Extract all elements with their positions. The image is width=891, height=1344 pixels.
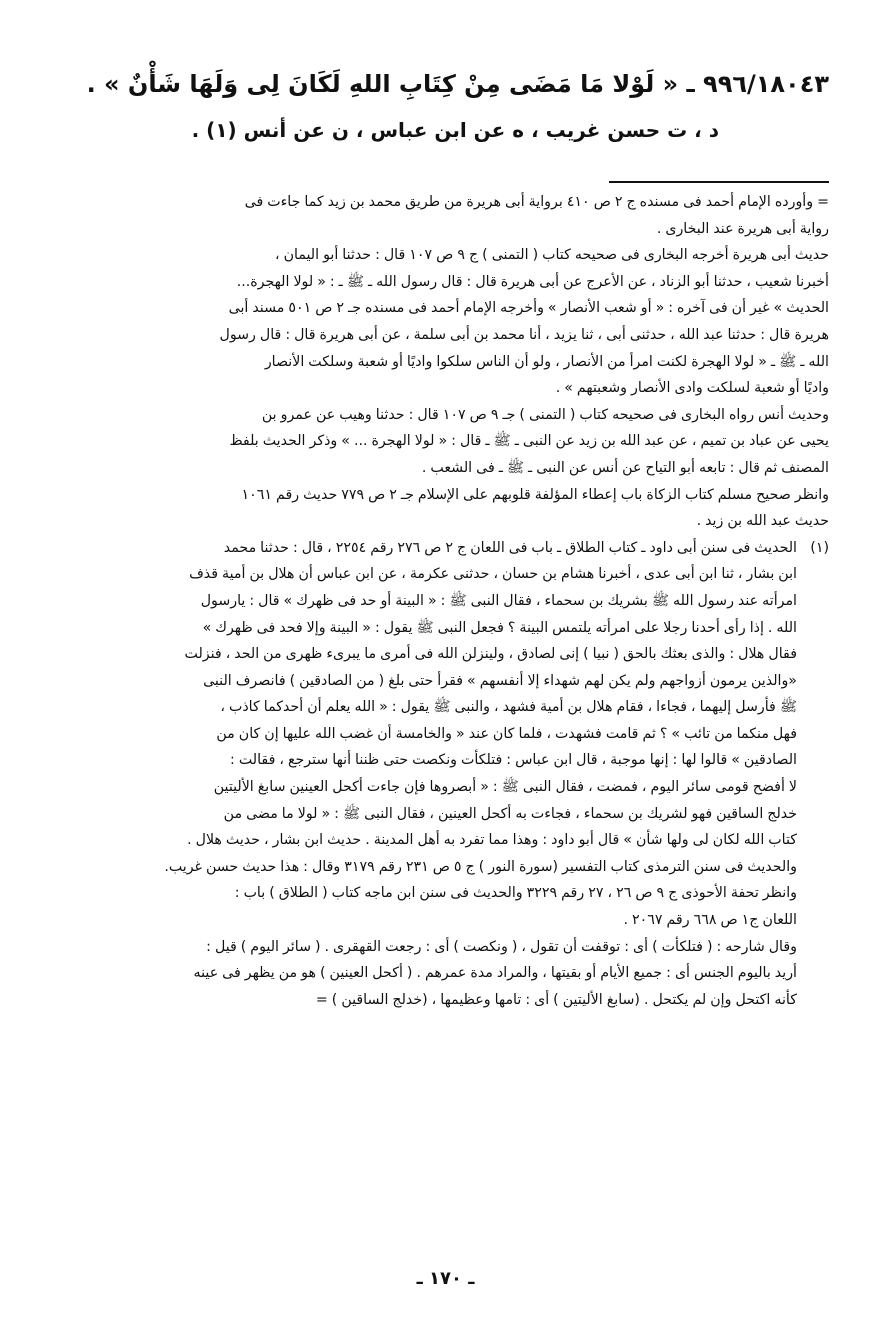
note-line: فهل منكما من تائب » ؟ ثم قامت فشهدت ، فلما كان عند « والخامسة أن غضب الله عليها إن كان من [216,725,797,742]
note-line: كأنه اكتحل وإن لم يكتحل . (سابغ الأليتين ) أى : تامها وعظيمها ، (خدلج الساقين ) = [315,991,797,1008]
hadith-text: ٩٩٦/١٨٠٤٣ ـ « لَوْلا مَا مَضَى مِنْ كِتَابِ اللهِ لَكَانَ لِى وَلَهَا شَأْنٌ » . [86,70,829,98]
note-line: خدلج الساقين فهو لشريك بن سحماء ، فجاءت به أكحل العينين ، فقال النبى ﷺ : « لولا ما مضى من [223,805,797,822]
note-line: واديًا أو شعبة لسلكت وادى الأنصار وشعبتهم » . [555,380,829,397]
note-line: أريد باليوم الجنس أى : جميع الأيام أو بقيتها ، والمراد مدة عمرهم . ( أكحل العينين ) هو من يظهر فى عينه [193,965,797,982]
note-line: اللعان ج١ ص ٦٦٨ رقم ٢٠٦٧ . [623,912,797,929]
note-line: امرأته عند رسول الله ﷺ بشريك بن سحماء ، فقال النبى ﷺ : « البينة أو حد فى ظهرك » قال : يارسول [200,592,797,609]
note-line: فقال هلال : والذى بعثك بالحق ( نبيا ) إنى لصادق ، ولينزلن الله فى أمرى ما يبرىء ظهرى من الحد ، فنزلت [184,646,797,663]
note-line: = وأورده الإمام أحمد فى مسنده ج ٢ ص ٤١٠ برواية أبى هريرة من طريق محمد بن زيد كما جاءت فى [244,194,829,210]
note-line: وقال شارحه : ( فتلكأت ) أى : توقفت أن تقول ، ( ونكصت ) أى : رجعت القهقرى . ( سائر اليوم ) قيل : [206,938,797,955]
footnote-1 [29,535,829,854]
note-line: الله . إذا رأى أحدنا رجلا على امرأته يلتمس البينة ؟ فجعل النبى ﷺ يقول : « البينة وإلا فحد فى ظهرك » [202,619,797,636]
note-line: ابن بشار ، ثنا ابن أبى عدى ، أخبرنا هشام بن حسان ، حدثنى عكرمة ، عن ابن عباس أن هلال بن أمية قذف [189,566,797,583]
footnote-marker: (١) [810,539,829,556]
main-text [49,60,829,152]
note-line: «والذين يرمون أزواجهم ولم يكن لهم شهداء إلا أنفسهم » فقرأ حتى بلغ ( من الصادقين ) فانصرف النبى [203,672,797,689]
note-line: والحديث فى سنن الترمذى كتاب التفسير (سورة النور ) ج ٥ ص ٢٣١ رقم ٣١٧٩ وقال : هذا حديث حسن غريب. [164,858,797,875]
footnotes [29,189,829,1013]
note-line: الحديث فى سنن أبى داود ـ كتاب الطلاق ـ باب فى اللعان ج ٢ ص ٢٧٦ رقم ٢٢٥٤ ، قال : حدثنا محمد [223,539,797,556]
note-line: المصنف ثم قال : تابعه أبو التياح عن أنس عن النبى ـ ﷺ ـ فى الشعب . [421,459,829,476]
note-line: يحيى عن عباد بن تميم ، عن عبد الله بن زيد عن النبى ـ ﷺ ـ قال : « لولا الهجرة ... » وذكر الحديث بلفظ [229,433,829,450]
note-line: أخبرنا شعيب ، حدثنا أبو الزناد ، عن الأعرج عن أبى هريرة قال : قال رسول الله ـ ﷺ ـ : « لولا الهجرة... [236,273,829,290]
note-line: وانظر تحفة الأحوذى ج ٩ ص ٢٦ ، ٢٧ رقم ٣٢٢٩ والحديث فى سنن ابن ماجه كتاب ( الطلاق ) باب : [234,885,797,902]
note-line: الصادقين » قالوا لها : إنها موجبة ، قال ابن عباس : فتلكأت ونكصت حتى ظننا أنها سترجع ، فقالت : [230,752,797,769]
note-line: وانظر صحيح مسلم كتاب الزكاة باب إعطاء المؤلفة قلوبهم على الإسلام جـ ٢ ص ٧٧٩ حديث رقم ١٠٦١ [241,486,829,503]
note-line: الحديث » غير أن فى آخره : « أو شعب الأنصار » وأخرجه الإمام أحمد فى مسنده جـ ٢ ص ٥٠١ مسند أبى [228,300,829,317]
note-line: كتاب الله لكان لى ولها شأن » قال أبو داود : وهذا مما تفرد به أهل المدينة . حديث ابن بشار ، حديث هلال . [187,832,797,849]
note-line: ﷺ فأرسل إليهما ، فجاءا ، فقام هلال بن أمية فشهد ، والنبى ﷺ يقول : « الله يعلم أن أحدكما كاذب ، [220,699,797,716]
hadith-sources: د ، ت حسن غريب ، ه عن ابن عباس ، ن عن أنس (١) . [191,118,719,142]
page-number: ـ ١٧٠ ـ [416,1268,475,1289]
note-line: رواية أبى هريرة عند البخارى . [656,220,829,237]
note-line: الله ـ ﷺ ـ « لولا الهجرة لكنت امرأ من الأنصار ، ولو أن الناس سلكوا واديًا أو شعبة وسلكت الأنصار [264,353,829,370]
note-line: حديث أبى هريرة أخرجه البخارى فى صحيحه كتاب ( التمنى ) ج ٩ ص ١٠٧ قال : حدثنا أبو اليمان ، [274,247,829,264]
note-line: هريرة قال : حدثنا عبد الله ، حدثنى أبى ، ثنا يزيد ، أنا محمد بن أبى سلمة ، عن أبى هريرة قال : قال رسول [219,326,829,343]
note-line: وحديث أنس رواه البخارى فى صحيحه كتاب ( التمنى ) جـ ٩ ص ١٠٧ قال : حدثنا وهيب عن عمرو بن [261,406,829,423]
note-line: حديث عبد الله بن زيد . [696,513,829,530]
note-line: لا أفضح قومى سائر اليوم ، فمضت ، فقال النبى ﷺ : « أبصروها فإن جاءت أكحل العينين سابغ الأليتين [213,779,797,796]
footnote-divider [609,181,829,183]
